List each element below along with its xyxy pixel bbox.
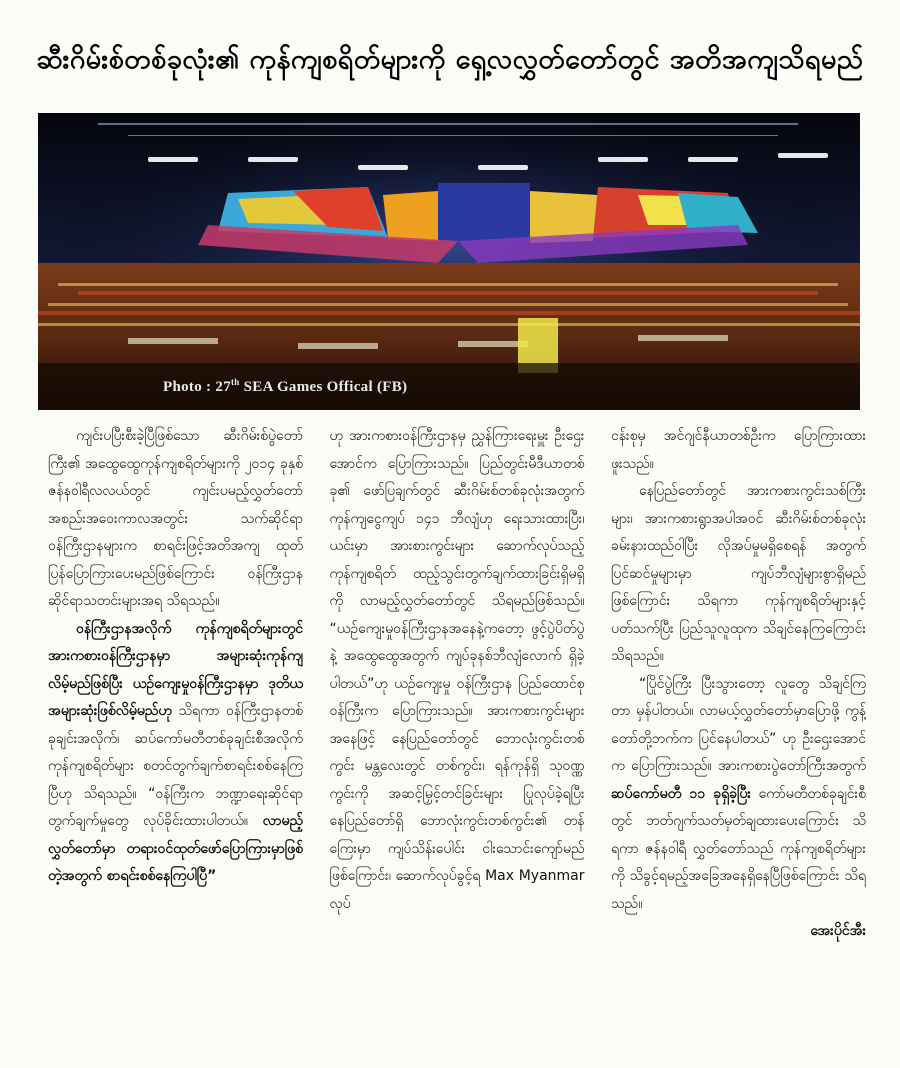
article-column-1 <box>48 423 303 1058</box>
photo-credit-source: SEA Games Offical (FB) <box>239 379 408 395</box>
article-column-3 <box>611 423 866 1058</box>
paragraph: နေပြည်တော်တွင် အားကစားကွင်းသစ်ကြီးများ၊ အားကစားရွာအပါအဝင် ဆီးဂိမ်းစ်တစ်ခုလုံး ခမ်းနားထည်ဝါပြီး လိုအပ်မှုမရှိစေရန် အတွက် ပြင်ဆင်မှုများမှာ ကျပ်ဘီလျံများစွာရှိမည်ဖြစ်ကြောင်း သိရကာ ကုန်ကျစရိတ်များနှင့်ပတ်သက်ပြီး ပြည်သူလူထုက သိချင်နေကြကြောင်း သိရသည်။ <box>611 483 866 664</box>
bold-phrase: ဆပ်ကော်မတီ ၁၁ ခုရှိခဲ့ပြီး <box>611 785 751 802</box>
paragraph-text: ကော်မတီတစ်ခုချင်းစီတွင် ဘတ်ဂျက်သတ်မှတ်ချထားပေးကြောင်း သိရကာ ဇန်နဝါရီ လွှတ်တော်သည် ကုန်ကျစရိတ်များကို သိခွင့်ရမည့်အခြေအနေရှိနေပြီဖြစ်ကြောင်း သိရသည်။ <box>611 785 866 912</box>
photo-credit <box>163 377 407 396</box>
byline: အေးပိုင်အီး <box>810 923 866 939</box>
bold-quote: လာမည့်လွှတ်တော်မှာ တရားဝင်ထုတ်ဖော်ပြောကြားမှာဖြစ်တဲ့အတွက် စာရင်းစစ်နေကြပါပြီ” <box>48 813 303 884</box>
paragraph: ဟု အားကစားဝန်ကြီးဌာနမှ ညွှန်ကြားရေးမှူး ဦးဌေးအောင်က ပြောကြားသည်။ ပြည်တွင်းမီဒီယာတစ်ခု၏ ဖော်ပြချက်တွင် ဆီးဂိမ်းစ်တစ်ခုလုံးအတွက် ကုန်ကျငွေကျပ် ၁၄၁ ဘီလျံဟု ရေးသားထားပြီး၊ ယင်းမှာ အားစားကွင်းများ ဆောက်လုပ်သည့်ကုန်ကျစရိတ် ထည့်သွင်းတွက်ချက်ထားခြင်းရှိမရှိကို လာမည့်လွှတ်တော်တွင် သိရမည်ဖြစ်သည်။ “ယဉ်ကျေးမှုဝန်ကြီးဌာနအနေနဲ့ကတော့ ဖွင့်ပွဲပိတ်ပွဲနဲ့ အထွေထွေအတွက် ကျပ်ခုနစ်ဘီလျံလောက် ရှိခဲ့ပါတယ်”ဟု ယဉ်ကျေးမှု ဝန်ကြီးဌာန ပြည်ထောင်စုဝန်ကြီးက ပြောကြားသည်။ အားကစားကွင်းများအနေဖြင့် နေပြည်တော်တွင် ဘောလုံးကွင်းတစ်ကွင်း မန္တလေးတွင် တစ်ကွင်း၊ ရန်ကုန်ရှိ သုဝဏ္ဏကွင်းကို အဆင့်မြှင့်တင်ခြင်းများ ပြုလုပ်ခဲ့ရပြီး နေပြည်တော်ရှိ ဘောလုံးကွင်းတစ်ကွင်း၏ တန်ကြေးမှာ ကျပ်သိန်းပေါင်း ငါးသောင်းကျော်မည်ဖြစ်ကြောင်း၊ ဆောက်လုပ်ခွင့်ရ Max Myanmar လုပ် <box>329 428 585 912</box>
paragraph-text: သိရကာ ဝန်ကြီးဌာနတစ်ခုချင်းအလိုက်၊ ဆပ်ကော်မတီတစ်ခုချင်းစီအလိုက် ကုန်ကျစရိတ်များ စတင်တွက်ချက်စာရင်းစစ်နေကြပြီဟု သိရသည်။ “ဝန်ကြီးက ဘဏ္ဍာရေးဆိုင်ရာ တွက်ချက်မှုတွေ လုပ်ခိုင်းထားပါတယ်။ <box>48 703 303 829</box>
paragraph <box>611 671 866 919</box>
headline: ဆီးဂိမ်းစ်တစ်ခုလုံး၏ ကုန်ကျစရိတ်များကို ရှေ့လလွှတ်တော်တွင် အတိအကျသိရမည် <box>36 44 864 75</box>
paragraph <box>48 616 303 891</box>
stadium-ceremony-image <box>38 113 860 410</box>
article-column-2 <box>330 423 585 1058</box>
photo-credit-ordinal: th <box>231 377 240 387</box>
photo-credit-prefix: Photo : 27 <box>163 379 231 395</box>
paragraph-text: “ပြိုင်ပွဲကြီး ပြီးသွားတော့ လူတွေ သိချင်ကြတာ မှန်ပါတယ်။ လာမယ့်လွှတ်တော်မှာပြောဖို့ ကွန့်တော်တို့ဘက်က ပြင်နေပါတယ်” ဟု ဦးဌေးအောင်က ပြောကြားသည်။ အားကစားပွဲတော်ကြီးအတွက် <box>611 675 866 774</box>
article-body <box>48 423 866 1058</box>
paragraph: ငန်းစုမှ အင်ဂျင်နီယာတစ်ဦးက ပြောကြားထားဖူးသည်။ <box>611 428 866 472</box>
bold-lead: ဝန်ကြီးဌာနအလိုက် ကုန်ကျစရိတ်များတွင် အားကစားဝန်ကြီးဌာနမှာ အများဆုံးကုန်ကျလိမ့်မည်ဖြစ်ပြီး ယဉ်ကျေးမှုဝန်ကြီးဌာနမှာ ဒုတိယအများဆုံးဖြစ်လိမ့်မည်ဟု <box>48 620 303 719</box>
paragraph: ကျင်းပပြီးစီးခဲ့ပြီဖြစ်သော ဆီးဂိမ်းစ်ပွဲတော်ကြီး၏ အထွေထွေကုန်ကျစရိတ်များကို ၂၀၁၄ ခုနှစ် ဇန်နဝါရီလလယ်တွင် ကျင်းပမည့်လွှတ်တော်အစည်းအဝေးကာလအတွင်း သက်ဆိုင်ရာဝန်ကြီးဌာနများက စာရင်းဖြင့်အတိအကျ ထုတ်ပြန်ပြောကြားပေးမည်ဖြစ်ကြောင်း ဝန်ကြီးဌာနဆိုင်ရာသတင်းများအရ သိရသည်။ <box>48 428 303 609</box>
event-photo <box>38 113 860 410</box>
